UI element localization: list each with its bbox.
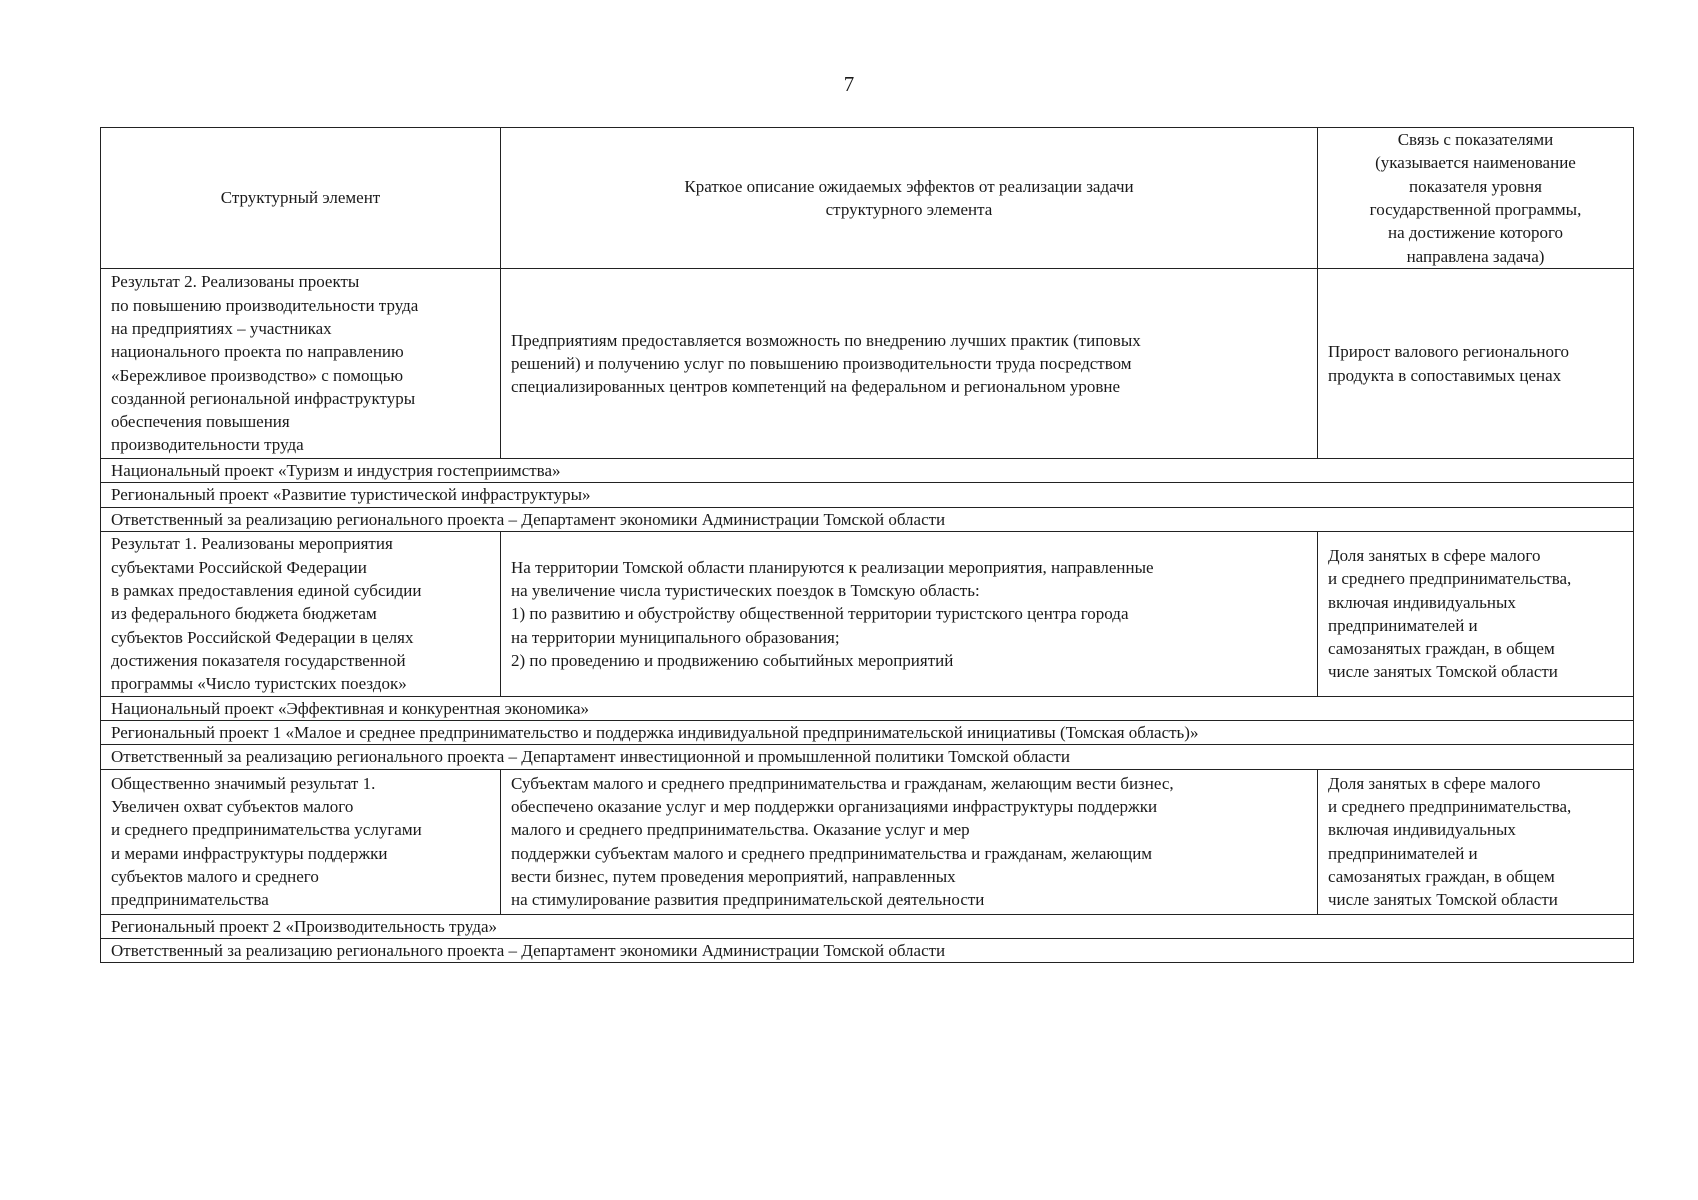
indicator-line: Прирост валового регионального [1328, 342, 1570, 362]
section-title: Ответственный за реализацию регионального проекта – Департамент экономики Администрации Томской области [111, 509, 946, 529]
section-row [101, 745, 1634, 769]
indicator-line: числе занятых Томской области [1328, 890, 1558, 910]
description-line: решений) и получению услуг по повышению производительности труда посредством [511, 353, 1132, 373]
indicator-line: и среднего предпринимательства, [1328, 797, 1572, 817]
structural-element-line: субъектов Российской Федерации в целях [111, 627, 414, 647]
section-title: Ответственный за реализацию регионального проекта – Департамент инвестиционной и промышленной политики Томской области [111, 747, 1070, 767]
description-line: На территории Томской области планируются к реализации мероприятия, направленные [511, 557, 1154, 577]
structural-element-cell [101, 769, 501, 914]
structural-element-line: из федерального бюджета бюджетам [111, 604, 377, 624]
structural-element-line: производительности труда [111, 435, 304, 455]
section-row [101, 459, 1634, 483]
section-title: Ответственный за реализацию регионального проекта – Департамент экономики Администрации Томской области [111, 941, 946, 961]
section-row [101, 721, 1634, 745]
section-row [101, 696, 1634, 720]
section-title: Региональный проект «Развитие туристической инфраструктуры» [111, 485, 591, 505]
structural-element-line: по повышению производительности труда [111, 295, 419, 315]
structural-element-line: и мерами инфраструктуры поддержки [111, 843, 388, 863]
section-cell [101, 939, 1634, 963]
header-col3-line: направлена задача) [1406, 246, 1545, 266]
header-col2-line: Краткое описание ожидаемых эффектов от реализации задачи [684, 176, 1134, 196]
structural-element-line: на предприятиях – участниках [111, 318, 332, 338]
structural-element-line: Общественно значимый результат 1. [111, 773, 376, 793]
header-indicator-link [1318, 128, 1634, 269]
indicator-line: предпринимателей и [1328, 615, 1478, 635]
structural-element-line: программы «Число туристских поездок» [111, 674, 407, 694]
section-title: Национальный проект «Туризм и индустрия гостеприимства» [111, 461, 561, 480]
description-cell [501, 769, 1318, 914]
description-line: 1) по развитию и обустройству общественной территории туристского центра города [511, 604, 1129, 624]
section-cell [101, 507, 1634, 531]
header-description [501, 128, 1318, 269]
section-title: Национальный проект «Эффективная и конкурентная экономика» [111, 698, 589, 718]
structural-element-cell [101, 531, 501, 696]
description-line: 2) по проведению и продвижению событийных мероприятий [511, 650, 954, 670]
structural-element-line: достижения показателя государственной [111, 650, 406, 670]
section-row [101, 483, 1634, 507]
indicator-line: и среднего предпринимательства, [1328, 569, 1572, 589]
header-col3-line: государственной программы, [1369, 200, 1582, 219]
description-line: специализированных центров компетенций на федеральном и региональном уровне [511, 377, 1121, 397]
section-cell [101, 459, 1634, 483]
description-line: обеспечено оказание услуг и мер поддержки организациями инфраструктуры поддержки [511, 797, 1158, 817]
header-col2-line: структурного элемента [825, 200, 993, 219]
table-header-row [101, 128, 1634, 269]
structural-element-line: предпринимательства [111, 890, 269, 910]
indicator-line: самозанятых граждан, в общем [1328, 639, 1555, 659]
header-col3-line: показателя уровня [1409, 176, 1542, 196]
section-cell [101, 745, 1634, 769]
structural-element-line: обеспечения повышения [111, 412, 290, 432]
header-col3-line: Связь с показателями [1397, 130, 1554, 150]
description-line: поддержки субъектам малого и среднего предпринимательства и гражданам, желающим [511, 843, 1153, 863]
indicator-cell [1318, 269, 1634, 459]
section-row [101, 914, 1634, 938]
header-col3-line: (указывается наименование [1375, 153, 1576, 173]
section-cell [101, 721, 1634, 745]
structural-elements-table [100, 127, 1634, 963]
structural-element-line: созданной региональной инфраструктуры [111, 388, 416, 408]
header-col1-text: Структурный элемент [220, 188, 381, 208]
section-row [101, 507, 1634, 531]
indicator-line: самозанятых граждан, в общем [1328, 867, 1555, 887]
structural-element-line: субъектов малого и среднего [111, 867, 319, 887]
indicator-line: включая индивидуальных [1328, 820, 1516, 840]
description-line: на территории муниципального образования; [511, 627, 840, 647]
indicator-line: числе занятых Томской области [1328, 662, 1558, 682]
section-cell [101, 696, 1634, 720]
description-cell [501, 531, 1318, 696]
indicator-line: включая индивидуальных [1328, 592, 1516, 612]
section-cell [101, 483, 1634, 507]
indicator-line: Доля занятых в сфере малого [1328, 546, 1541, 565]
indicator-line: продукта в сопоставимых ценах [1328, 365, 1562, 385]
structural-element-line: субъектами Российской Федерации [111, 557, 367, 577]
structural-element-line: Результат 1. Реализованы мероприятия [111, 534, 393, 554]
structural-element-line: Результат 2. Реализованы проекты [111, 272, 360, 292]
section-title: Региональный проект 1 «Малое и среднее предпринимательство и поддержка индивидуальной предпринимательской инициативы (Томская область)» [111, 723, 1199, 743]
section-cell [101, 914, 1634, 938]
section-row [101, 939, 1634, 963]
description-line: на стимулирование развития предпринимательской деятельности [511, 890, 985, 910]
header-col3-line: на достижение которого [1387, 223, 1564, 243]
section-title: Региональный проект 2 «Производительность труда» [111, 916, 498, 936]
structural-element-line: национального проекта по направлению [111, 342, 404, 362]
structural-element-line: Увеличен охват субъектов малого [111, 797, 354, 817]
description-cell [501, 269, 1318, 459]
structural-element-line: в рамках предоставления единой субсидии [111, 580, 422, 600]
result-row [101, 769, 1634, 914]
description-line: малого и среднего предпринимательства. Оказание услуг и мер [511, 820, 970, 840]
description-line: вести бизнес, путем проведения мероприятий, направленных [511, 867, 956, 887]
indicator-line: Доля занятых в сфере малого [1328, 773, 1541, 793]
structural-element-line: и среднего предпринимательства услугами [111, 820, 422, 840]
result-row [101, 269, 1634, 459]
description-line: Предприятиям предоставляется возможность по внедрению лучших практик (типовых [511, 330, 1141, 350]
description-line: на увеличение числа туристических поездок в Томскую область: [511, 580, 980, 600]
header-structural-element [101, 128, 501, 269]
structural-element-cell [101, 269, 501, 459]
page-number: 7 [843, 72, 855, 96]
indicator-line: предпринимателей и [1328, 843, 1478, 863]
structural-element-line: «Бережливое производство» с помощью [111, 365, 404, 385]
result-row [101, 531, 1634, 696]
indicator-cell [1318, 769, 1634, 914]
indicator-cell [1318, 531, 1634, 696]
description-line: Субъектам малого и среднего предпринимательства и гражданам, желающим вести бизнес, [511, 773, 1174, 793]
